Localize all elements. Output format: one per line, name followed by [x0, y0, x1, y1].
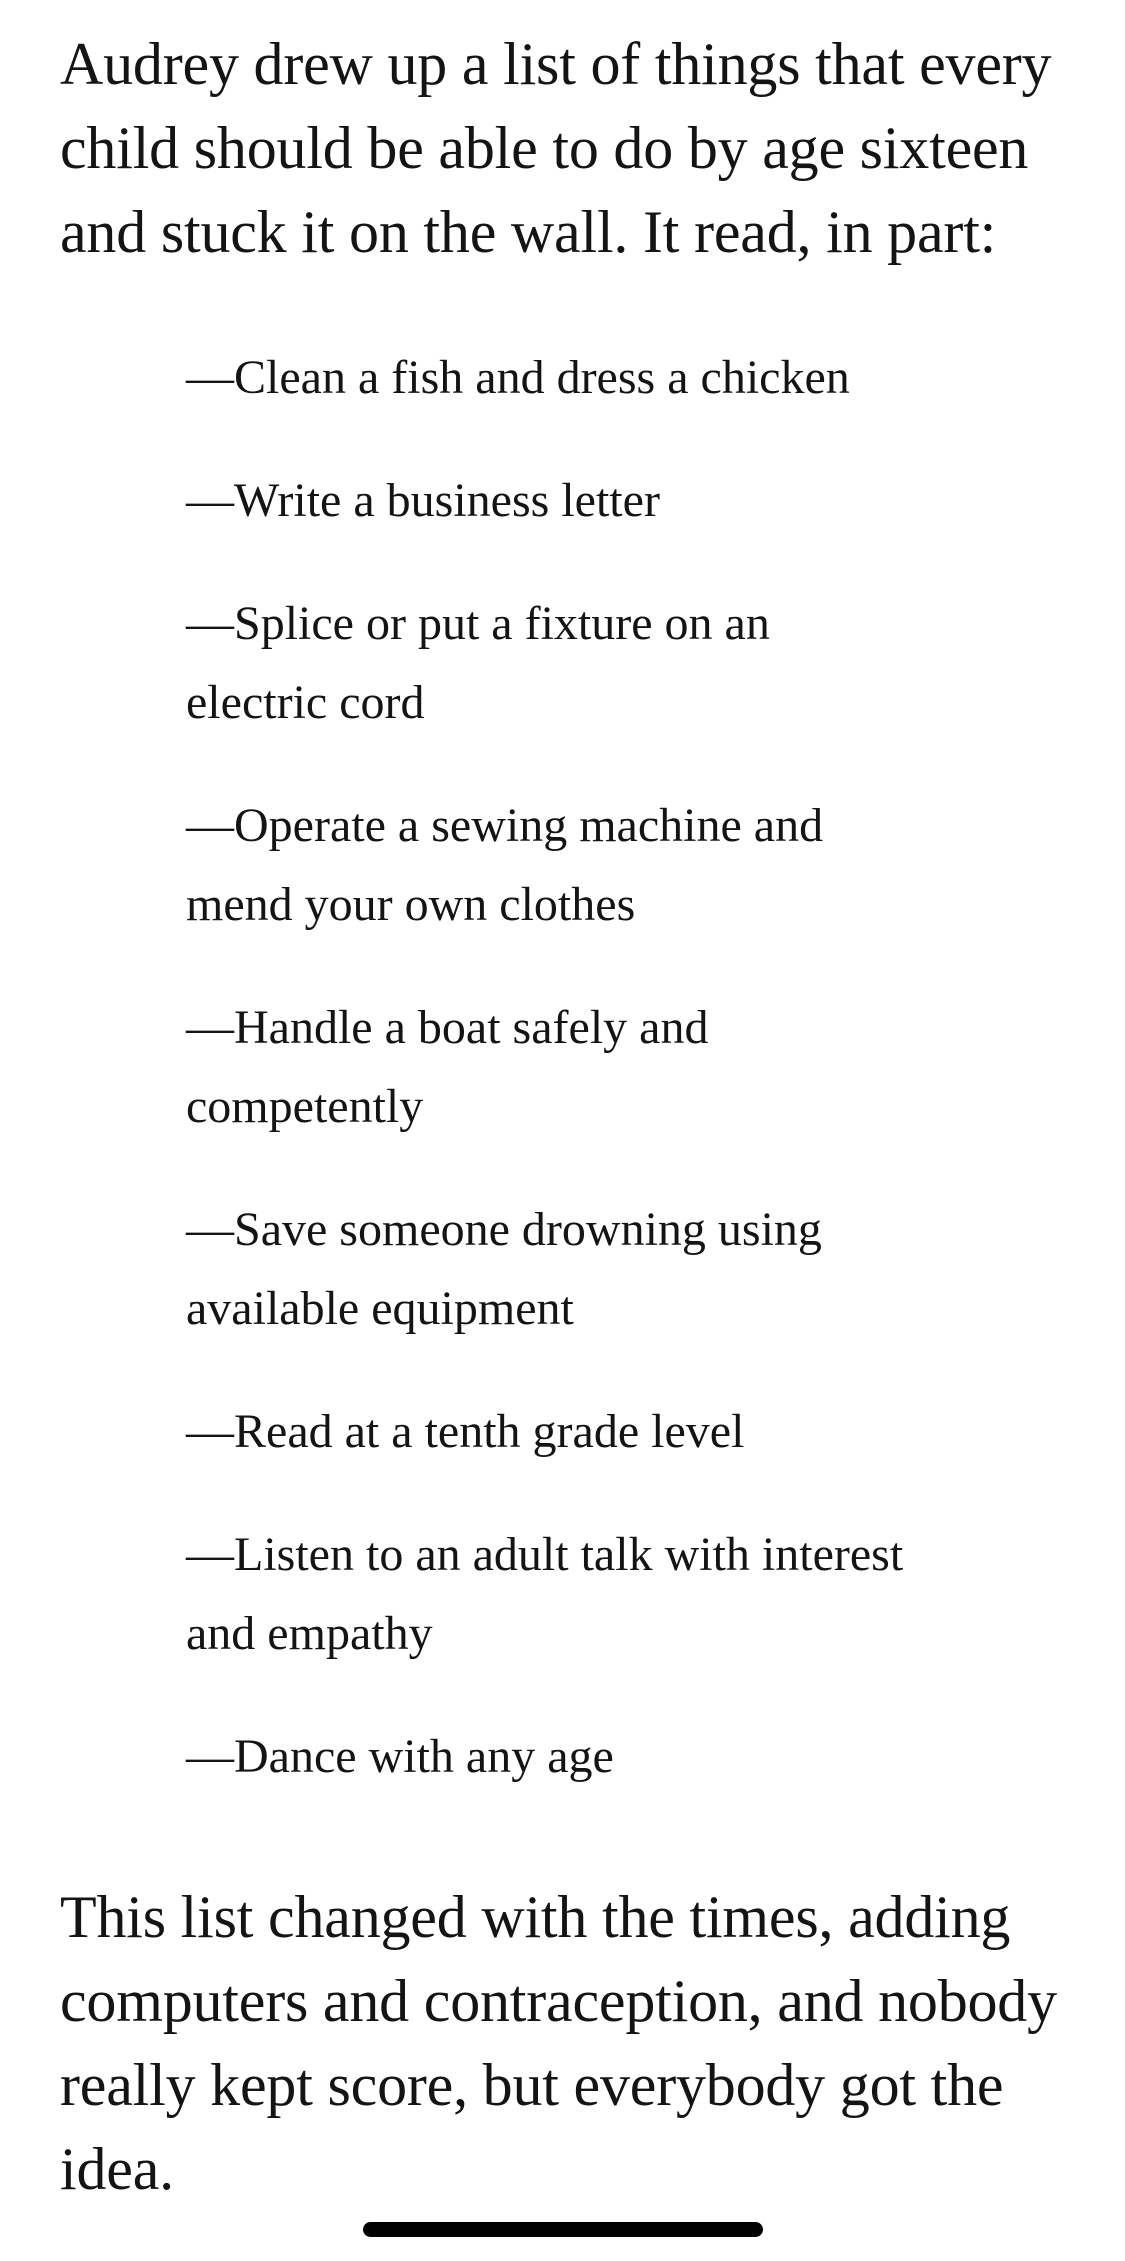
list-item: —Write a business letter — [186, 474, 660, 527]
skills-list — [186, 338, 906, 1840]
list-item: —Splice or put a fixture on an electric cord — [186, 597, 770, 729]
list-item: —Handle a boat safely and competently — [186, 1001, 709, 1133]
home-indicator[interactable] — [363, 2222, 763, 2237]
list-item: —Clean a fish and dress a chicken — [186, 351, 850, 404]
intro-paragraph: Audrey drew up a list of things that every child should be able to do by age sixteen and stuck it on the wall. It read, in part: — [60, 31, 1052, 265]
list-item: —Dance with any age — [186, 1730, 614, 1783]
list-item: —Read at a tenth grade level — [186, 1405, 745, 1458]
list-item: —Listen to an adult talk with interest and empathy — [186, 1528, 904, 1660]
list-item: —Operate a sewing machine and mend your own clothes — [186, 799, 824, 931]
closing-paragraph: This list changed with the times, adding computers and contraception, and nobody really kept score, but everybody got the idea. — [60, 1884, 1057, 2202]
list-item: —Save someone drowning using available equipment — [186, 1203, 822, 1335]
